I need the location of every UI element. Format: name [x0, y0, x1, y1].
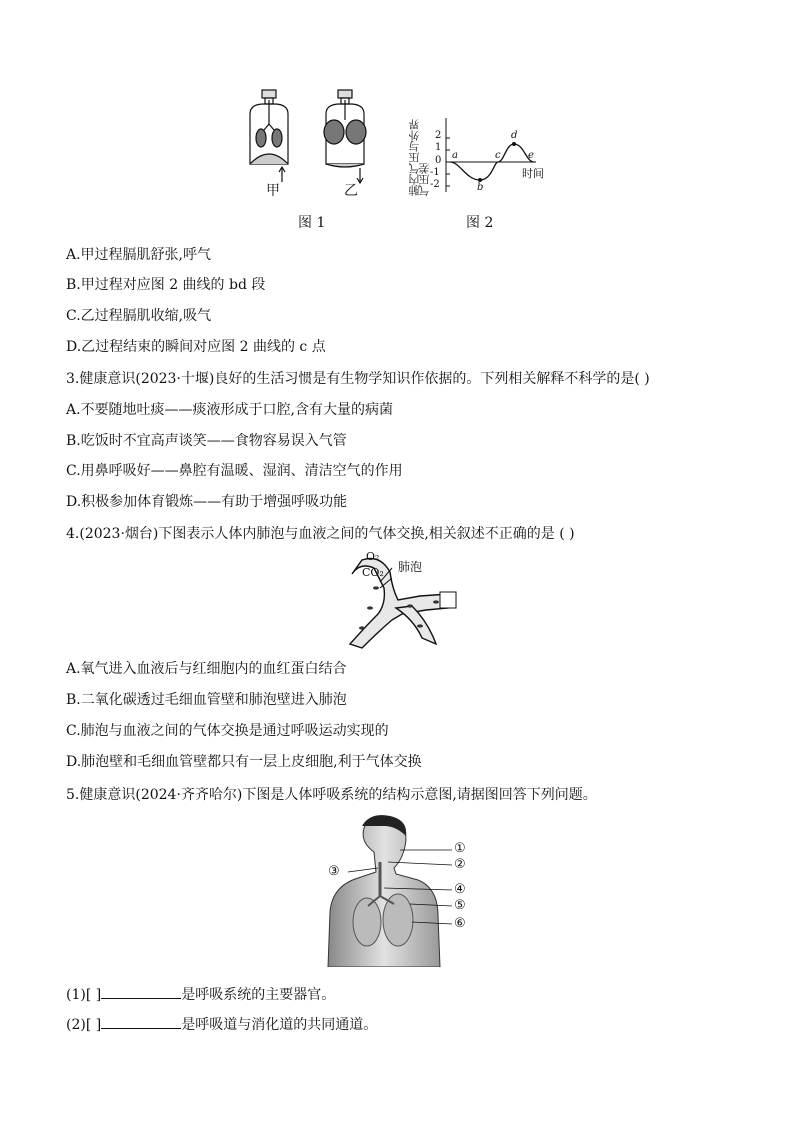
q4-option-a: A.氧气进入血液后与红细胞内的血红蛋白结合 [66, 661, 347, 677]
fig2-point-d: d [511, 130, 518, 141]
resp-label-5: ⑤ [454, 898, 466, 913]
fig2-ylabel: 肺内气压与外界气压差 [408, 119, 431, 196]
q5-sub2-prefix: (2)[ ] [66, 1017, 102, 1033]
resp-label-1: ① [454, 841, 466, 856]
q3-option-c: C.用鼻呼吸好——鼻腔有温暖、湿润、清洁空气的作用 [66, 463, 403, 479]
fig2-point-a: a [452, 150, 458, 161]
q5-sub1-suffix: 是呼吸系统的主要器官。 [181, 987, 336, 1003]
q4-option-d: D.肺泡壁和毛细血管壁都只有一层上皮细胞,利于气体交换 [66, 754, 422, 770]
alveolus-co2-label: CO₂ [362, 566, 384, 579]
fig1-label-yi: 乙 [344, 183, 358, 199]
q5-sub2-suffix: 是呼吸道与消化道的共同通道。 [181, 1017, 378, 1033]
bell-jar-jia [250, 90, 288, 182]
fig2-tick-2: 2 [435, 130, 442, 141]
q4-stem: 4.(2023·烟台)下图表示人体内肺泡与血液之间的气体交换,相关叙述不正确的是 ( ) [66, 526, 575, 542]
fig2-tick-0: 0 [435, 155, 442, 166]
figure-2-pressure-curve [408, 110, 558, 205]
resp-label-4: ④ [454, 882, 466, 897]
fig2-point-c: c [495, 150, 501, 161]
resp-label-3: ③ [328, 864, 340, 879]
fig2-point-e: e [528, 150, 534, 161]
alveolus-label: 肺泡 [398, 560, 423, 574]
q2-option-d: D.乙过程结束的瞬间对应图 2 曲线的 c 点 [66, 339, 326, 355]
q2-option-a: A.甲过程膈肌舒张,呼气 [66, 247, 212, 263]
q3-option-b: B.吃饭时不宜高声谈笑——食物容易误入气管 [66, 433, 347, 449]
q3-stem: 3.健康意识(2023·十堰)良好的生活习惯是有生物学知识作依据的。下列相关解释不科学的是( ) [66, 371, 650, 387]
q4-option-b: B.二氧化碳透过毛细血管壁和肺泡壁进入肺泡 [66, 692, 347, 708]
fig2-point-b: b [477, 182, 484, 193]
q5-stem: 5.健康意识(2024·齐齐哈尔)下图是人体呼吸系统的结构示意图,请据图回答下列问题。 [66, 787, 597, 803]
figure-alveolus-exchange [340, 548, 480, 652]
fig2-tick-1: 1 [435, 142, 442, 153]
q5-sub1-blank[interactable] [101, 986, 181, 999]
fig1-caption: 图 1 [298, 215, 326, 231]
q3-option-d: D.积极参加体育锻炼——有助于增强呼吸功能 [66, 494, 348, 510]
q5-sub2 [66, 1014, 377, 1034]
fig1-label-jia: 甲 [266, 183, 280, 199]
figure-respiratory-system [322, 812, 482, 967]
figure-1-bell-jars [244, 86, 394, 201]
fig2-tick-minus2: -2 [430, 179, 440, 190]
q3-option-a: A.不要随地吐痰——痰液形成于口腔,含有大量的病菌 [66, 402, 394, 418]
resp-label-2: ② [454, 857, 466, 872]
alveolus-o2-label: O₂ [366, 550, 380, 563]
q2-option-c: C.乙过程膈肌收缩,吸气 [66, 308, 212, 324]
fig2-tick-minus1: -1 [430, 167, 440, 178]
q4-option-c: C.肺泡与血液之间的气体交换是通过呼吸运动实现的 [66, 723, 389, 739]
q5-sub1 [66, 984, 335, 1004]
resp-label-6: ⑥ [454, 916, 466, 931]
q5-sub2-blank[interactable] [101, 1016, 181, 1029]
bell-jar-yi [324, 90, 366, 183]
fig2-caption: 图 2 [466, 215, 494, 231]
fig2-xlabel: 时间 [522, 167, 544, 180]
q2-option-b: B.甲过程对应图 2 曲线的 bd 段 [66, 277, 266, 293]
q5-sub1-prefix: (1)[ ] [66, 987, 102, 1003]
